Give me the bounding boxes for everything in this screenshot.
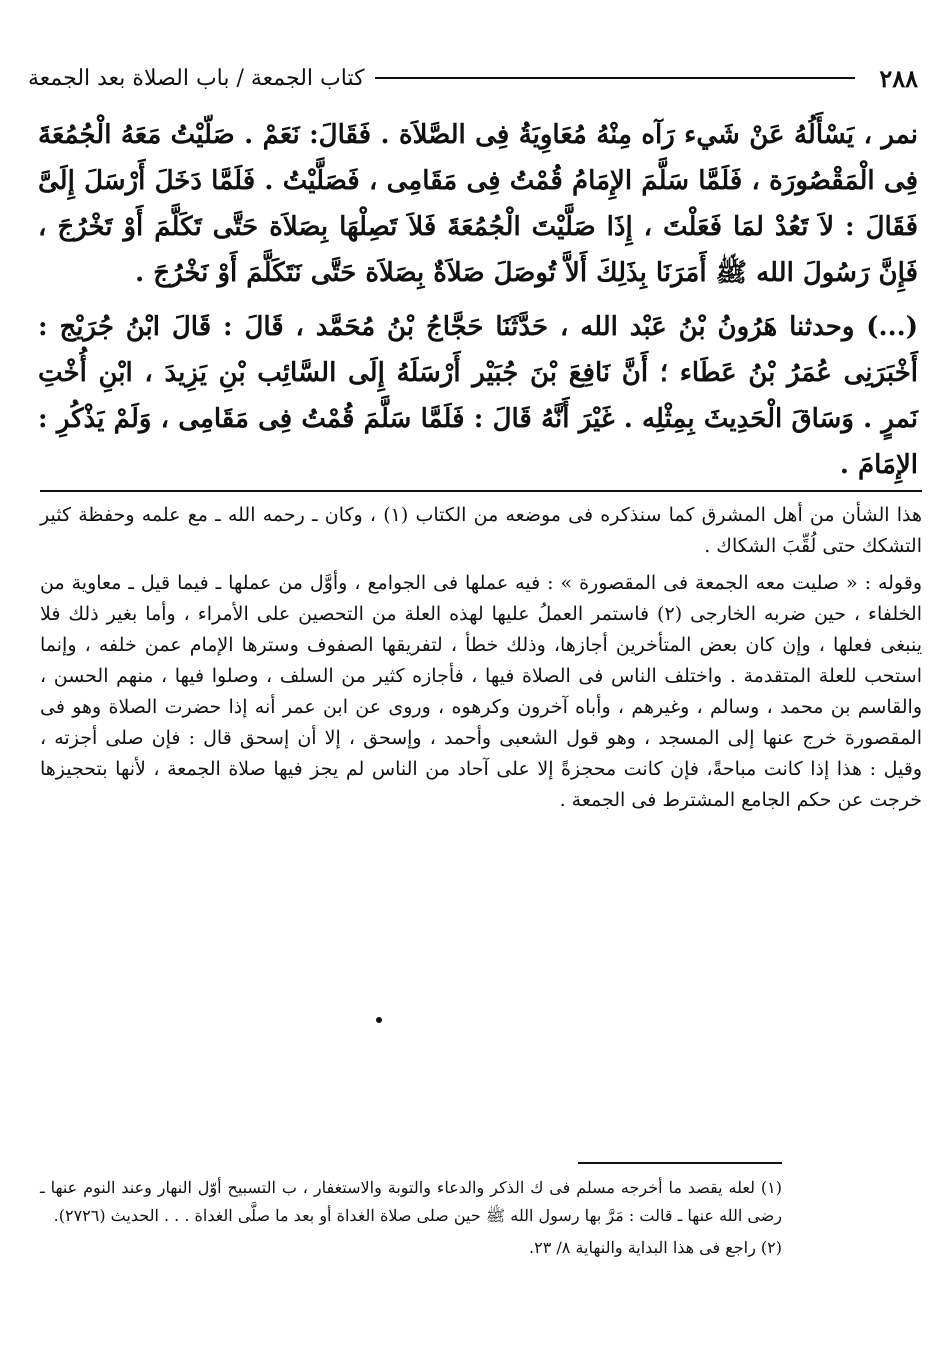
hadith-paragraph: (...) وحدثنا هَرُونُ بْنُ عَبْد الله ، حَدَّثَنَا حَجَّاجُ بْنُ مُحَمَّد ، قَالَ : قَالَ ابْنُ جُرَيْج : أَخْبَرَنِى عُمَرُ بْنُ عَطَاء ؛ أَنَّ نَافِعَ بْنَ جُبَيْر أَرْسَلَهُ إِلَى السَّائِب بْنِ يَزِيدَ ، ابْنِ أُخْتِ نَمرٍ . وَسَاقَ الْحَدِيثَ بِمِثْلِه . غَيْرَ أَنَّهُ قَالَ : فَلَمَّا سَلَّمَ قُمْتُ فِى مَقَامِى ، وَلَمْ يَذْكُرِ : الإِمَامَ . bbox=[38, 312, 919, 480]
commentary bbox=[40, 500, 922, 816]
header-rule bbox=[375, 77, 856, 79]
footnotes bbox=[40, 1174, 782, 1262]
footnote-divider bbox=[578, 1162, 782, 1164]
page-number: ٢٨٨ bbox=[879, 63, 918, 93]
text-commentary-divider bbox=[40, 490, 922, 492]
ornament-dot bbox=[376, 1017, 382, 1023]
commentary-paragraph: هذا الشأن من أهل المشرق كما سنذكره فى موضعه من الكتاب (١) ، وكان ـ رحمه الله ـ مع علمه وحفظة كثير التشكك حتى لُقِّبَ الشكاك . bbox=[40, 504, 922, 557]
footnote: (٢) راجع فى هذا البداية والنهاية ٨/ ٢٣. bbox=[529, 1238, 782, 1257]
footnote: (١) لعله يقصد ما أخرجه مسلم فى ك الذكر والدعاء والتوبة والاستغفار ، ب التسبيح أوّل النهار وعند النوم عنها ـ رضى الله عنها ـ قالت : مَرَّ بها رسول الله ﷺ حين صلى صلاة الغداة أو بعد ما صلَّى الغداة . . . الحديث (٢٧٢٦). bbox=[40, 1178, 782, 1225]
hadith-paragraph: نمر ، يَسْأَلُهُ عَنْ شَيء رَآه مِنْهُ مُعَاوِيَةُ فِى الصَّلاَة . فَقَالَ: نَعَمْ . صَلّيْتُ مَعَهُ الْجُمُعَةَ فِى الْمَقْصُورَة ، فَلَمَّا سَلَّمَ الإِمَامُ قُمْتُ فِى مَقَامِى ، فَصَلَّيْتُ . فَلَمَّا دَخَلَ أَرْسَلَ إِلَىَّ فَقَالَ : لاَ تَعُدْ لمَا فَعَلْتَ ، إِذَا صَلَّيْتَ الْجُمُعَةَ فَلاَ تَصِلْهَا بِصَلاَة حَتَّى تَكَلَّمَ أَوْ تَخْرُجَ ، فَإِنَّ رَسُولَ الله ﷺ أَمَرَنَا بِذَلِكَ أَلاَّ تُوصَلَ صَلاَةٌ بِصَلاَة حَتَّى نَتَكَلَّمَ أَوْ نَخْرُجَ . bbox=[38, 120, 918, 288]
running-head: كتاب الجمعة / باب الصلاة بعد الجمعة bbox=[28, 65, 365, 91]
commentary-paragraph: وقوله : « صليت معه الجمعة فى المقصورة » : فيه عملها فى الجوامع ، وأوَّل من عملها ـ فيما قيل ـ معاوية من الخلفاء ، حين ضربه الخارجى (٢) فاستمر العملُ عليها لهذه العلة من التحصين على الأمراء ، وأما بغير ذلك فلا ينبغى فعلها ، وإن كان بعض المتأخرين أجازها، وذلك خطأ ، لتفريقها الصفوف وسترها الإمام عمن خلفه ، وإنما استحب للعلة المتقدمة . واختلف الناس فى الصلاة فيها ، فأجازه كثير من السلف ، وصلوا فيها ، منهم الحسن ، والقاسم بن محمد ، وسالم ، وغيرهم ، وأباه آخرون وكرهوه ، وروى عن ابن عمر أنه إذا حضرت الصلاة وهو فى المقصورة خرج عنها إلى المسجد ، وهو قول الشعبى وأحمد ، وإسحق ، إلا أن إسحق قال : فإن صلى أجزته ، وقيل : هذا إذا كانت مباحةً، فإن كانت محجزةً إلا على آحاد من الناس لم يجز فيها صلاة الجمعة ، لأنها بتحجيزها خرجت عن حكم الجامع المشترط فى الجمعة . bbox=[40, 572, 922, 811]
page-header bbox=[28, 58, 918, 98]
hadith-text bbox=[38, 112, 918, 488]
